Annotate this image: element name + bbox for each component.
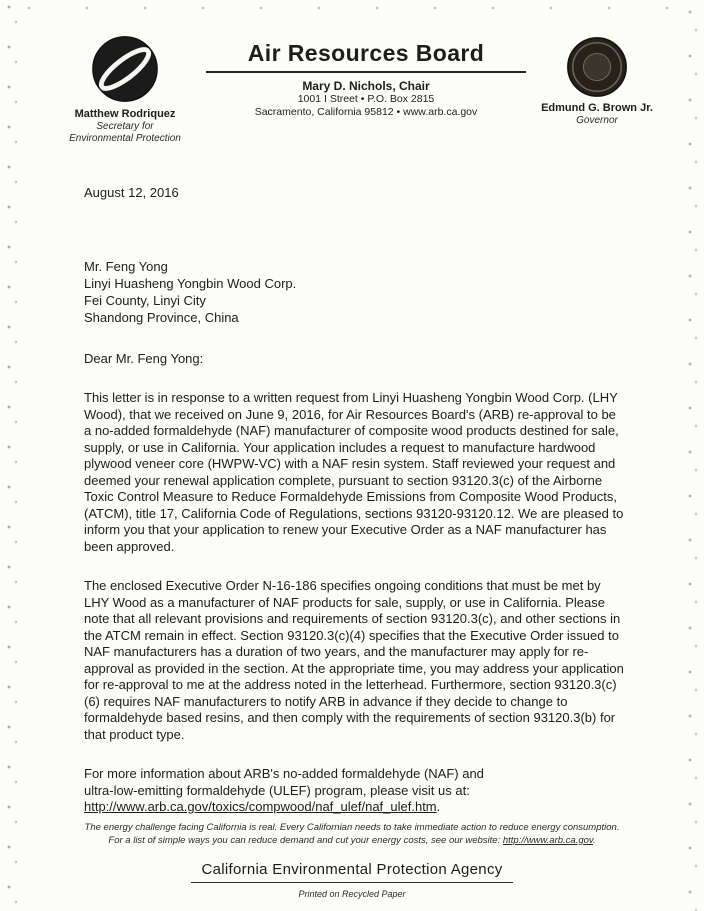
- paragraph-3: [84, 766, 626, 816]
- energy-statement-line2-text: For a list of simple ways you can reduce demand and cut your energy costs, see our website:: [108, 834, 503, 846]
- scan-noise-right: [685, 0, 701, 911]
- calepa-logo-icon: [90, 34, 160, 104]
- paragraph-3-line1: For more information about ARB's no-added formaldehyde (NAF) and: [84, 766, 484, 781]
- letter-date: August 12, 2016: [84, 185, 179, 200]
- paragraph-3-line2: ultra-low-emitting formaldehyde (ULEF) program, please visit us at:: [84, 782, 470, 798]
- agency-footer-row: [0, 861, 704, 883]
- energy-statement-line1: The energy challenge facing California is real. Every Californian needs to take immediate action to reduce energy consumption.: [84, 822, 620, 833]
- paragraph-2: The enclosed Executive Order N-16-186 specifies ongoing conditions that must be met by LHY Wood as a manufacturer of NAF products for sale, supply, or use in California. Please note that all relevant provisions and requirements of section 93120.3(c), and other sections in the ATCM remain in effect. Section 93120.3(c)(4) specifies that the Executive Order issued to NAF manufacturers has a duration of two years, and the manufacturer may apply for re-approval as provided in the section. At the appropriate time, you may address your application for re-approval to me at the address noted in the letterhead. Furthermore, section 93120.3(c)(6) requires NAF manufacturers to notify ARB in advance if they decide to change to formaldehyde based resins, and then comply with the requirements of section 93120.3(b) for that product type.: [84, 578, 624, 742]
- letterhead-rule: [206, 71, 526, 73]
- letterhead-right-column: [528, 34, 666, 127]
- arb-website-url-link[interactable]: http://www.arb.ca.gov: [502, 834, 593, 846]
- letter-body: [84, 185, 626, 816]
- recipient-company: Linyi Huasheng Yongbin Wood Corp.: [84, 275, 297, 291]
- scan-noise-top: [20, 3, 684, 15]
- governor-title: Governor: [576, 115, 618, 126]
- recipient-name: Mr. Feng Yong: [84, 258, 168, 274]
- scan-noise-left: [4, 0, 22, 911]
- secretary-name: Matthew Rodriquez: [74, 108, 176, 120]
- recipient-city: Fei County, Linyi City: [84, 292, 206, 308]
- agency-footer-name: California Environmental Protection Agency: [191, 861, 512, 883]
- letterhead-left-column: [46, 34, 204, 145]
- paragraph-3-period: .: [436, 799, 441, 814]
- energy-statement-line2: [0, 835, 704, 848]
- recipient-country: Shandong Province, China: [84, 309, 239, 325]
- energy-statement-line2-period: .: [592, 834, 596, 846]
- agency-title: Air Resources Board: [247, 40, 485, 66]
- secretary-title-line1: Secretary for: [96, 121, 154, 132]
- letterhead-address-line2: Sacramento, California 95812 • www.arb.ca.gov: [254, 106, 478, 118]
- chair-name: Mary D. Nichols, Chair: [302, 79, 430, 93]
- energy-statement: [0, 822, 704, 847]
- recipient-address-block: [84, 258, 626, 326]
- page-footer: [0, 822, 704, 899]
- letterhead-center-column: [204, 34, 528, 119]
- paragraph-1: This letter is in response to a written request from Linyi Huasheng Yongbin Wood Corp. (LHY Wood), that we received on June 9, 2016, for Air Resources Board's (ARB) re-approval to be a no-added formaldehyde (NAF) manufacturer of composite wood products destined for sale, supply, or use in California. Your application includes a request to manufacture hardwood plywood veneer core (HWPW-VC) with a NAF resin system. Staff reviewed your request and deemed your renewal application complete, pursuant to section 93120.3(c) of the Airborne Toxic Control Measure to Reduce Formaldehyde Emissions from Composite Wood Products, (ATCM), title 17, California Code of Regulations, sections 93120-93120.12. We are pleased to inform you that your application to renew your Executive Order as a NAF manufacturer has been approved.: [84, 390, 624, 554]
- recycled-paper-note: Printed on Recycled Paper: [298, 889, 406, 899]
- letterhead: [46, 34, 666, 145]
- governor-name: Edmund G. Brown Jr.: [541, 102, 653, 114]
- salutation: Dear Mr. Feng Yong:: [84, 350, 204, 366]
- paragraph-3-link-line: [84, 799, 626, 816]
- secretary-title-line2: Environmental Protection: [69, 133, 181, 144]
- naf-ulef-url-link[interactable]: http://www.arb.ca.gov/toxics/compwood/naf_ulef/naf_ulef.htm: [84, 799, 437, 814]
- governor-seal-icon: [566, 36, 628, 98]
- letterhead-address-line1: 1001 I Street • P.O. Box 2815: [297, 93, 435, 105]
